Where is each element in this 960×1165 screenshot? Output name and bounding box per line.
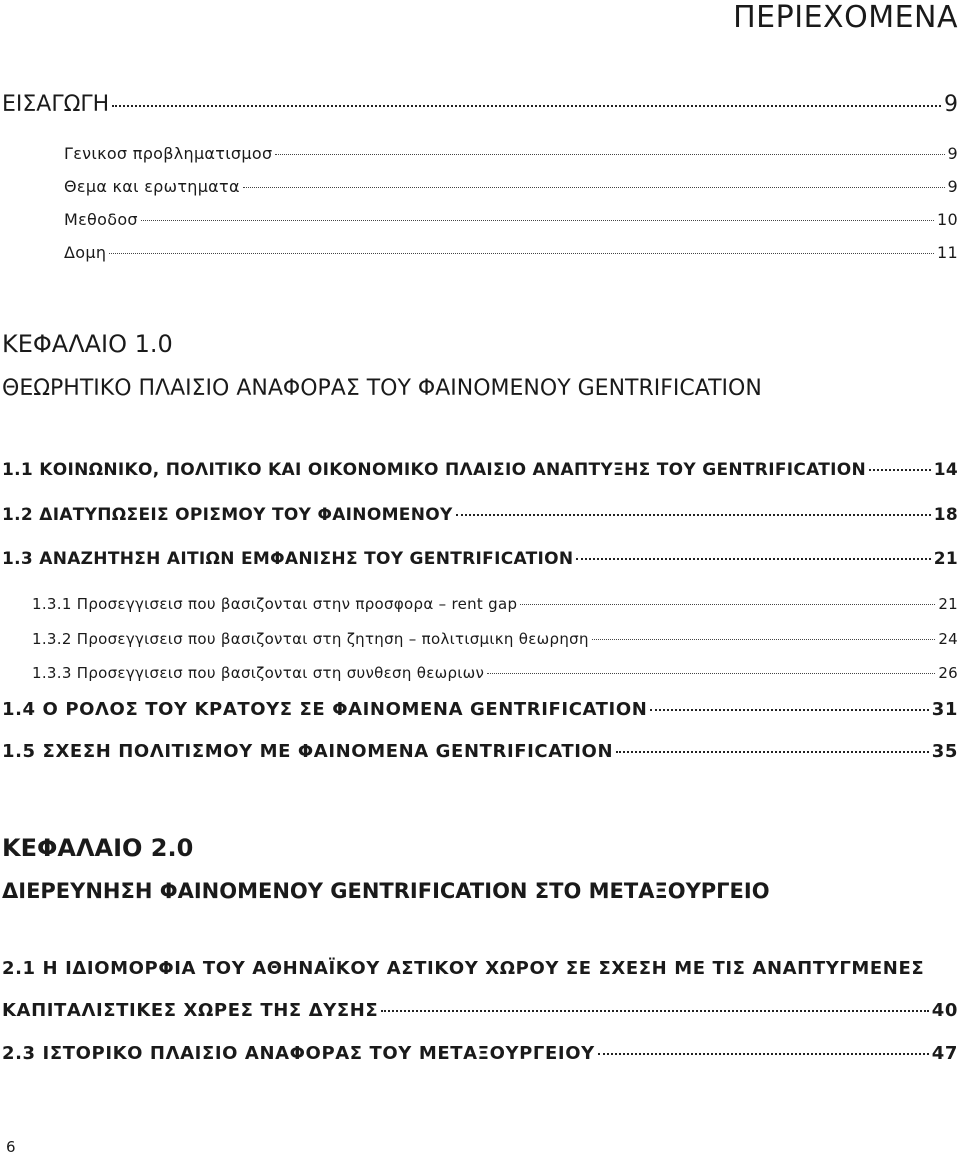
dot-leader <box>456 514 931 516</box>
toc-entry-1-3[interactable] <box>2 549 958 569</box>
toc-entry-label: Μεθοδοσ <box>64 210 138 229</box>
toc-entry-1-1[interactable] <box>2 460 958 480</box>
toc-entry-page: 24 <box>938 630 958 648</box>
dot-leader <box>869 469 931 471</box>
toc-entry-intro[interactable] <box>2 92 958 117</box>
dot-leader <box>592 639 936 640</box>
toc-entry-page: 18 <box>933 505 958 525</box>
toc-entry-label: ΚΑΠΙΤΑΛΙΣΤΙΚΕΣ ΧΩΡΕΣ ΤΗΣ ΔΥΣΗΣ <box>2 1000 379 1021</box>
toc-entry-2-1[interactable] <box>2 1000 958 1021</box>
toc-entry-intro-3[interactable] <box>64 210 958 229</box>
toc-entry-page: 9 <box>947 177 958 196</box>
toc-entry-label: Θεμα και ερωτηματα <box>64 177 240 196</box>
toc-entry-label: 1.4 Ο ΡΟΛΟΣ ΤΟΥ ΚΡΑΤΟΥΣ ΣΕ ΦΑΙΝΟΜΕΝΑ GENTRIFICATION <box>2 699 648 720</box>
toc-entry-page: 10 <box>937 210 958 229</box>
toc-entry-page: 31 <box>931 699 958 720</box>
toc-entry-1-3-1[interactable] <box>32 595 958 613</box>
dot-leader <box>243 187 945 188</box>
dot-leader <box>616 751 929 753</box>
toc-entry-page: 9 <box>944 92 958 117</box>
chapter-1-subheading: ΘΕΩΡΗΤΙΚΟ ΠΛΑΙΣΙΟ ΑΝΑΦΟΡΑΣ ΤΟΥ ΦΑΙΝΟΜΕΝΟΥ GENTRIFICATION <box>2 376 762 401</box>
dot-leader <box>598 1053 929 1055</box>
toc-entry-page: 21 <box>933 549 958 569</box>
toc-entry-1-2[interactable] <box>2 505 958 525</box>
toc-entry-page: 26 <box>938 664 958 682</box>
toc-entry-label: 1.1 ΚΟΙΝΩΝΙΚΟ, ΠΟΛΙΤΙΚΟ ΚΑΙ ΟΙΚΟΝΟΜΙΚΟ ΠΛΑΙΣΙΟ ΑΝΑΠΤΥΞΗΣ ΤΟΥ GENTRIFICATION <box>2 460 867 480</box>
toc-entry-page: 11 <box>937 243 958 262</box>
toc-entry-label: 1.3.1 Προσεγγισεισ που βασιζονται στην προσφορα – rent gap <box>32 595 518 613</box>
toc-entry-label: 1.5 ΣΧΕΣΗ ΠΟΛΙΤΙΣΜΟΥ ΜΕ ΦΑΙΝΟΜΕΝΑ GENTRIFICATION <box>2 741 614 762</box>
toc-entry-1-5[interactable] <box>2 741 958 762</box>
toc-entry-1-3-3[interactable] <box>32 664 958 682</box>
toc-entry-1-3-2[interactable] <box>32 630 958 648</box>
toc-entry-label: 2.3 ΙΣΤΟΡΙΚΟ ΠΛΑΙΣΙΟ ΑΝΑΦΟΡΑΣ ΤΟΥ ΜΕΤΑΞΟΥΡΓΕΙΟΥ <box>2 1043 595 1064</box>
toc-entry-page: 9 <box>947 144 958 163</box>
page-number: 6 <box>6 1138 16 1156</box>
chapter-2-subheading: ΔΙΕΡΕΥΝΗΣΗ ΦΑΙΝΟΜΕΝΟΥ GENTRIFICATION ΣΤΟ ΜΕΤΑΞΟΥΡΓΕΙΟ <box>2 879 770 903</box>
toc-entry-page: 47 <box>931 1043 958 1064</box>
toc-entry-page: 14 <box>933 460 958 480</box>
toc-entry-label: 1.3.3 Προσεγγισεισ που βασιζονται στη συνθεση θεωριων <box>32 664 485 682</box>
toc-entry-page: 40 <box>931 1000 958 1021</box>
toc-entry-label: 1.3.2 Προσεγγισεισ που βασιζονται στη ζητηση – πολιτισμικη θεωρηση <box>32 630 589 648</box>
dot-leader <box>112 105 941 107</box>
dot-leader <box>520 604 935 605</box>
toc-entry-label: Γενικοσ προβληματισμοσ <box>64 144 273 163</box>
toc-entry-page: 35 <box>931 741 958 762</box>
toc-entry-label: 1.3 ΑΝΑΖΗΤΗΣΗ ΑΙΤΙΩΝ ΕΜΦΑΝΙΣΗΣ ΤΟΥ GENTRIFICATION <box>2 549 574 569</box>
toc-entry-intro-2[interactable] <box>64 177 958 196</box>
dot-leader <box>487 673 935 674</box>
toc-entry-label: 1.2 ΔΙΑΤΥΠΩΣΕΙΣ ΟΡΙΣΜΟΥ ΤΟΥ ΦΑΙΝΟΜΕΝΟΥ <box>2 505 453 525</box>
dot-leader <box>576 558 930 560</box>
dot-leader <box>381 1010 928 1012</box>
dot-leader <box>650 709 928 711</box>
toc-entry-intro-4[interactable] <box>64 243 958 262</box>
toc-entry-page: 21 <box>938 595 958 613</box>
dot-leader <box>141 220 934 221</box>
dot-leader <box>275 154 944 155</box>
toc-entry-2-1-line1[interactable]: 2.1 Η ΙΔΙΟΜΟΡΦΙΑ ΤΟΥ ΑΘΗΝΑΪΚΟΥ ΑΣΤΙΚΟΥ ΧΩΡΟΥ ΣΕ ΣΧΕΣΗ ΜΕ ΤΙΣ ΑΝΑΠΤΥΓΜΕΝΕΣ <box>2 958 925 979</box>
page-title: ΠΕΡΙΕΧΟΜΕΝΑ <box>733 0 958 35</box>
toc-entry-1-4[interactable] <box>2 699 958 720</box>
chapter-1-heading: ΚΕΦΑΛΑΙΟ 1.0 <box>2 330 173 358</box>
toc-entry-2-3[interactable] <box>2 1043 958 1064</box>
toc-entry-label: ΕΙΣΑΓΩΓΗ <box>2 92 110 117</box>
toc-entry-intro-1[interactable] <box>64 144 958 163</box>
toc-entry-label: Δομη <box>64 243 107 262</box>
dot-leader <box>109 253 934 254</box>
chapter-2-heading: ΚΕΦΑΛΑΙΟ 2.0 <box>2 834 194 862</box>
